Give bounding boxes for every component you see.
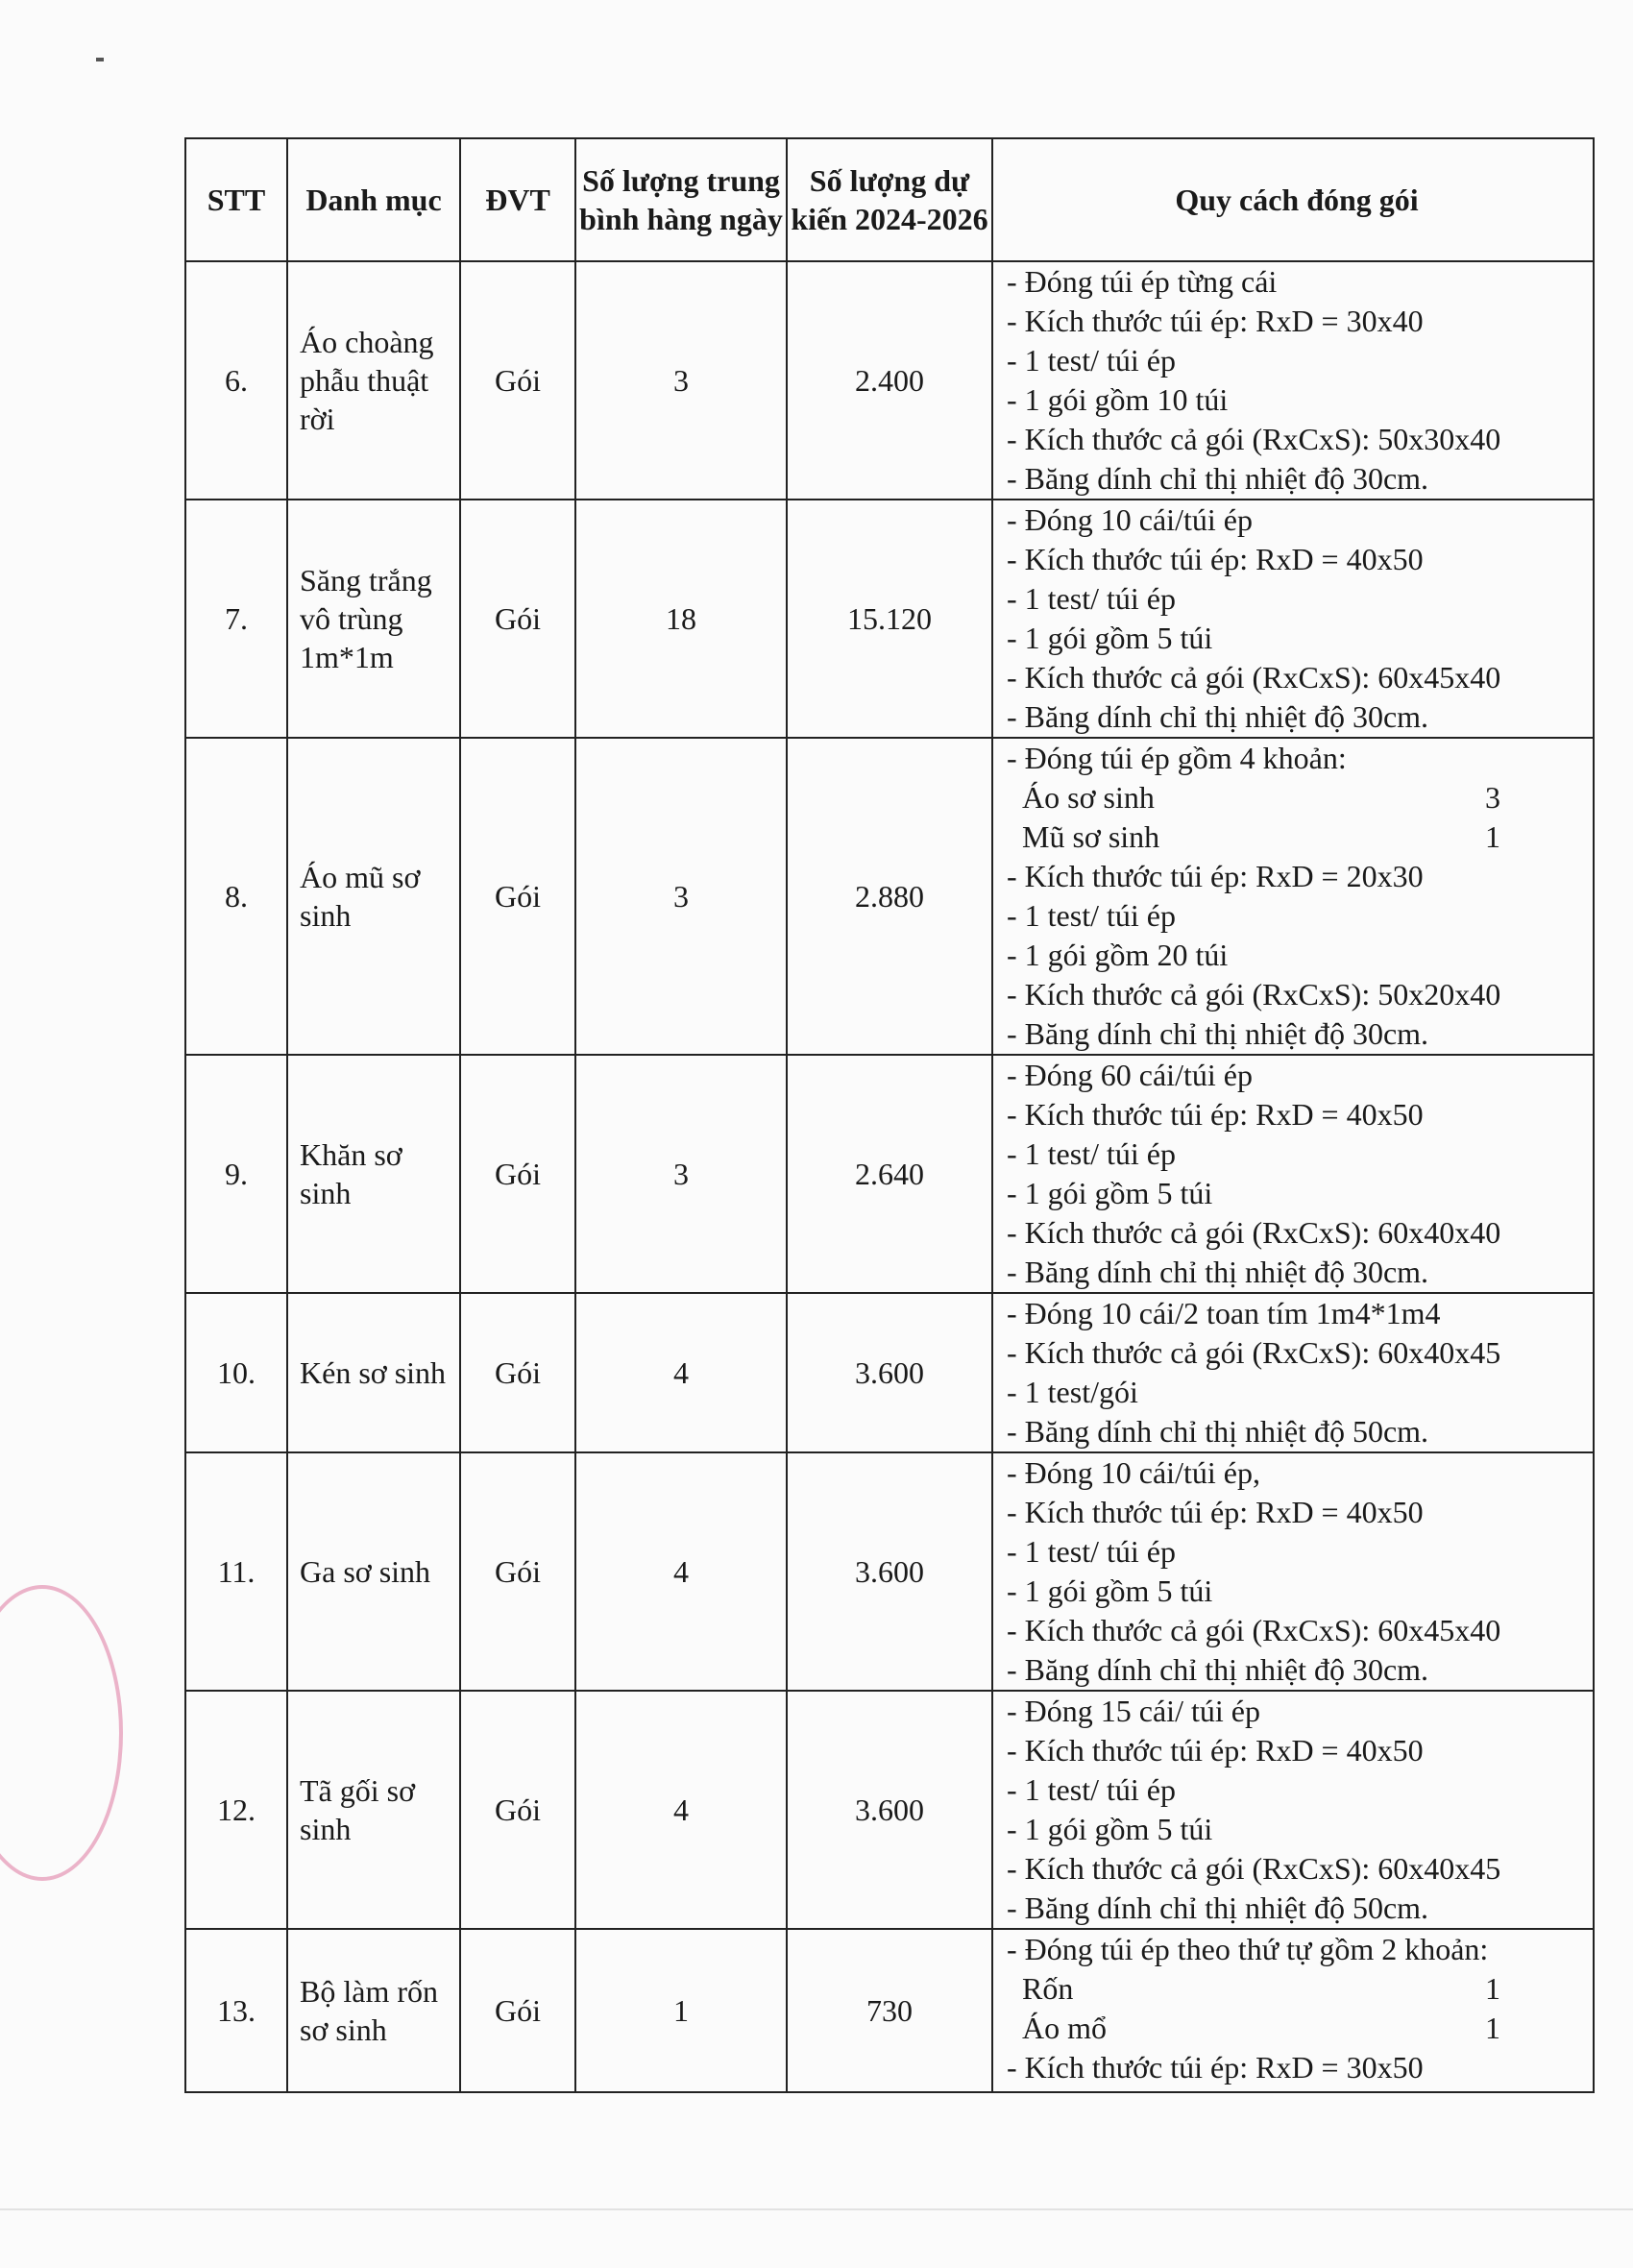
packaging-line: - Băng dính chỉ thị nhiệt độ 30cm. — [1007, 699, 1429, 734]
packaging-line: - Đóng 10 cái/túi ép — [1007, 502, 1253, 537]
row-name: Săng trắng vô trùng 1m*1m — [287, 500, 460, 738]
row-stt: 6. — [185, 261, 287, 500]
row-stt: 13. — [185, 1929, 287, 2092]
red-stamp-partial — [0, 1585, 123, 1881]
row-avg: 4 — [575, 1452, 787, 1691]
packaging-item — [1007, 1969, 1587, 2009]
row-packaging — [992, 261, 1594, 500]
packaging-line: - Đóng túi ép theo thứ tự gồm 2 khoản: — [1007, 1932, 1489, 1966]
row-avg: 18 — [575, 500, 787, 738]
table-row — [185, 1055, 1594, 1293]
row-stt: 11. — [185, 1452, 287, 1691]
header-pack: Quy cách đóng gói — [992, 138, 1594, 261]
packaging-item-label: Mũ sơ sinh — [1022, 819, 1160, 854]
packaging-line: - Đóng túi ép gồm 4 khoản: — [1007, 741, 1347, 775]
packaging-line: - 1 test/ túi ép — [1007, 343, 1176, 378]
packaging-line: - Đóng 60 cái/túi ép — [1007, 1058, 1253, 1092]
row-unit: Gói — [460, 1293, 575, 1452]
packaging-line: - 1 gói gồm 5 túi — [1007, 1176, 1213, 1210]
row-unit: Gói — [460, 738, 575, 1055]
page-edge — [0, 2208, 1633, 2210]
header-stt: STT — [185, 138, 287, 261]
row-proj: 3.600 — [787, 1293, 992, 1452]
scan-mark — [96, 58, 104, 61]
row-proj: 2.400 — [787, 261, 992, 500]
row-unit: Gói — [460, 1452, 575, 1691]
packaging-line: - Kích thước cả gói (RxCxS): 60x45x40 — [1007, 1613, 1501, 1647]
packaging-item-label: Rốn — [1022, 1971, 1074, 2006]
row-packaging — [992, 1055, 1594, 1293]
packaging-line: - 1 test/ túi ép — [1007, 581, 1176, 616]
row-name: Tã gối sơ sinh — [287, 1691, 460, 1929]
row-packaging — [992, 1452, 1594, 1691]
packaging-line: - 1 test/ túi ép — [1007, 1772, 1176, 1807]
table-row — [185, 261, 1594, 500]
header-name: Danh mục — [287, 138, 460, 261]
row-stt: 7. — [185, 500, 287, 738]
packaging-line: - Đóng túi ép từng cái — [1007, 264, 1278, 299]
row-name: Áo mũ sơ sinh — [287, 738, 460, 1055]
row-proj: 15.120 — [787, 500, 992, 738]
row-name: Khăn sơ sinh — [287, 1055, 460, 1293]
packaging-line: - 1 gói gồm 5 túi — [1007, 1812, 1213, 1846]
packaging-line: - Kích thước túi ép: RxD = 30x50 — [1007, 2050, 1424, 2085]
row-avg: 4 — [575, 1691, 787, 1929]
packaging-line: - Kích thước cả gói (RxCxS): 50x20x40 — [1007, 977, 1501, 1012]
header-avg: Số lượng trung bình hàng ngày — [575, 138, 787, 261]
packaging-line: - Kích thước túi ép: RxD = 20x30 — [1007, 859, 1424, 893]
packaging-line: - 1 test/gói — [1007, 1375, 1138, 1409]
packaging-item-qty: 3 — [1485, 780, 1500, 815]
row-avg: 4 — [575, 1293, 787, 1452]
row-avg: 3 — [575, 738, 787, 1055]
packaging-line: - 1 test/ túi ép — [1007, 898, 1176, 933]
row-proj: 730 — [787, 1929, 992, 2092]
packaging-line: - Băng dính chỉ thị nhiệt độ 30cm. — [1007, 461, 1429, 496]
row-unit: Gói — [460, 1929, 575, 2092]
row-name: Áo choàng phẫu thuật rời — [287, 261, 460, 500]
packaging-line: - Băng dính chỉ thị nhiệt độ 30cm. — [1007, 1652, 1429, 1687]
packaging-line: - 1 gói gồm 10 túi — [1007, 382, 1229, 417]
table-header-row — [185, 138, 1594, 261]
header-unit: ĐVT — [460, 138, 575, 261]
packaging-line: - Đóng 10 cái/2 toan tím 1m4*1m4 — [1007, 1296, 1441, 1330]
packaging-line: - Băng dính chỉ thị nhiệt độ 50cm. — [1007, 1890, 1429, 1925]
row-name: Kén sơ sinh — [287, 1293, 460, 1452]
packaging-table — [184, 137, 1595, 2093]
table-row — [185, 500, 1594, 738]
table-row — [185, 1452, 1594, 1691]
packaging-line: - 1 gói gồm 5 túi — [1007, 621, 1213, 655]
packaging-line: - Kích thước túi ép: RxD = 40x50 — [1007, 1733, 1424, 1768]
row-unit: Gói — [460, 500, 575, 738]
row-packaging — [992, 1691, 1594, 1929]
packaging-line: - Kích thước túi ép: RxD = 40x50 — [1007, 1495, 1424, 1529]
packaging-item — [1007, 778, 1587, 817]
header-proj: Số lượng dự kiến 2024-2026 — [787, 138, 992, 261]
row-name: Bộ làm rốn sơ sinh — [287, 1929, 460, 2092]
packaging-line: - Kích thước cả gói (RxCxS): 60x40x45 — [1007, 1335, 1501, 1370]
row-unit: Gói — [460, 261, 575, 500]
row-unit: Gói — [460, 1691, 575, 1929]
row-avg: 1 — [575, 1929, 787, 2092]
packaging-line: - Băng dính chỉ thị nhiệt độ 50cm. — [1007, 1414, 1429, 1449]
row-proj: 3.600 — [787, 1452, 992, 1691]
table-row — [185, 1293, 1594, 1452]
row-name: Ga sơ sinh — [287, 1452, 460, 1691]
row-proj: 2.640 — [787, 1055, 992, 1293]
row-avg: 3 — [575, 1055, 787, 1293]
row-packaging — [992, 1929, 1594, 2092]
packaging-line: - Băng dính chỉ thị nhiệt độ 30cm. — [1007, 1016, 1429, 1051]
packaging-line: - Đóng 10 cái/túi ép, — [1007, 1455, 1260, 1490]
table-row — [185, 1691, 1594, 1929]
packaging-line: - Kích thước túi ép: RxD = 40x50 — [1007, 542, 1424, 576]
packaging-line: - Kích thước cả gói (RxCxS): 50x30x40 — [1007, 422, 1501, 456]
packaging-item-label: Áo mổ — [1022, 2011, 1107, 2045]
packaging-item — [1007, 817, 1587, 857]
packaging-line: - Kích thước cả gói (RxCxS): 60x45x40 — [1007, 660, 1501, 695]
row-stt: 9. — [185, 1055, 287, 1293]
packaging-item-qty: 1 — [1485, 819, 1500, 854]
row-stt: 12. — [185, 1691, 287, 1929]
row-stt: 10. — [185, 1293, 287, 1452]
packaging-line: - Kích thước cả gói (RxCxS): 60x40x40 — [1007, 1215, 1501, 1250]
packaging-line: - 1 test/ túi ép — [1007, 1534, 1176, 1569]
packaging-line: - Kích thước túi ép: RxD = 30x40 — [1007, 304, 1424, 338]
row-avg: 3 — [575, 261, 787, 500]
packaging-item-qty: 1 — [1485, 2011, 1500, 2045]
packaging-item — [1007, 2009, 1587, 2048]
packaging-line: - 1 gói gồm 20 túi — [1007, 938, 1229, 972]
packaging-line: - 1 gói gồm 5 túi — [1007, 1573, 1213, 1608]
row-unit: Gói — [460, 1055, 575, 1293]
row-stt: 8. — [185, 738, 287, 1055]
row-proj: 2.880 — [787, 738, 992, 1055]
row-proj: 3.600 — [787, 1691, 992, 1929]
table-row — [185, 738, 1594, 1055]
packaging-line: - Băng dính chỉ thị nhiệt độ 30cm. — [1007, 1255, 1429, 1289]
row-packaging — [992, 500, 1594, 738]
packaging-line: - 1 test/ túi ép — [1007, 1136, 1176, 1171]
row-packaging — [992, 738, 1594, 1055]
packaging-item-label: Áo sơ sinh — [1022, 780, 1155, 815]
packaging-line: - Đóng 15 cái/ túi ép — [1007, 1694, 1260, 1728]
row-packaging — [992, 1293, 1594, 1452]
table-row — [185, 1929, 1594, 2092]
packaging-line: - Kích thước cả gói (RxCxS): 60x40x45 — [1007, 1851, 1501, 1886]
packaging-line: - Kích thước túi ép: RxD = 40x50 — [1007, 1097, 1424, 1132]
packaging-item-qty: 1 — [1485, 1971, 1500, 2006]
